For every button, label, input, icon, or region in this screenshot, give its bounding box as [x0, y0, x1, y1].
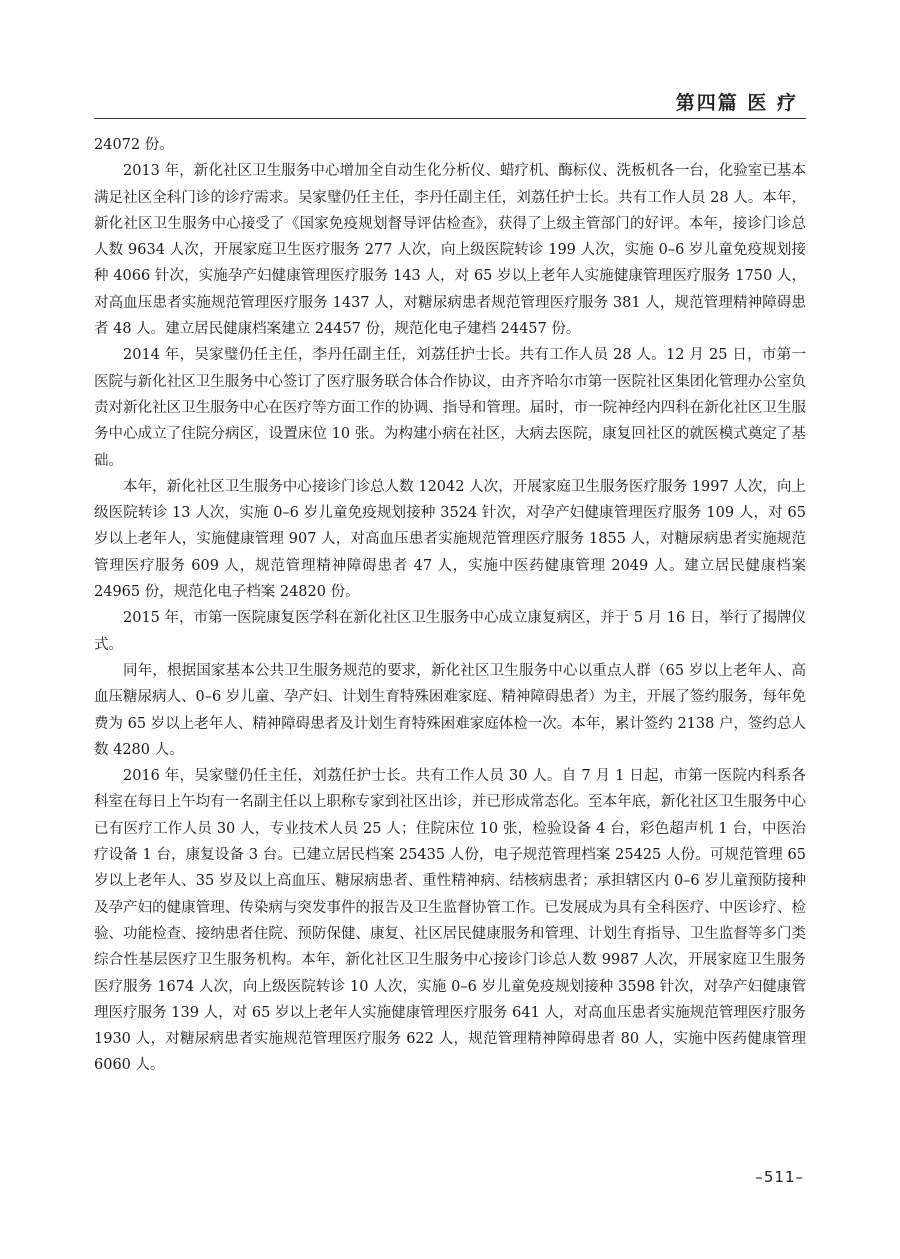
chapter-title: 第四篇 医 疗: [675, 92, 798, 114]
body-text: [94, 132, 806, 1079]
page-number: –511–: [755, 1168, 804, 1186]
paragraph: 2013 年，新化社区卫生服务中心增加全自动生化分析仪、蜡疗机、酶标仪、洗板机各一台，化验室已基本满足社区全科门诊的诊疗需求。吴家璧仍任主任，李丹任副主任，刘荔任护士长。共有工作人员 28 人。本年，新化社区卫生服务中心接受了《国家免疫规划督导评估检查》，获得了上级主管部门的好评。本年，接诊门诊总人数 9634 人次，开展家庭卫生医疗服务 277 人次，向上级医院转诊 199 人次，实施 0–6 岁儿童免疫规划接种 4066 针次，实施孕产妇健康管理医疗服务 143 人，对 65 岁以上老年人实施健康管理医疗服务 1750 人，对高血压患者实施规范管理医疗服务 1437 人，对糖尿病患者规范管理医疗服务 381 人，规范管理精神障碍患者 48 人。建立居民健康档案建立 24457 份，规范化电子建档 24457 份。: [94, 163, 806, 338]
paragraph: 24072 份。: [94, 137, 174, 153]
paragraph: 本年，新化社区卫生服务中心接诊门诊总人数 12042 人次，开展家庭卫生服务医疗服务 1997 人次，向上级医院转诊 13 人次，实施 0–6 岁儿童免疫规划接种 3524 针次，对孕产妇健康管理医疗服务 109 人，对 65 岁以上老年人，实施健康管理 907 人，对高血压患者实施规范管理医疗服务 1855 人，对糖尿病患者实施规范管理医疗服务 609 人，规范管理精神障碍患者 47 人，实施中医药健康管理 2049 人。建立居民健康档案 24965 份，规范化电子档案 24820 份。: [94, 478, 806, 601]
paragraph: 2015 年，市第一医院康复医学科在新化社区卫生服务中心成立康复病区，并于 5 月 16 日，举行了揭牌仪式。: [94, 610, 806, 653]
running-header: [94, 84, 806, 119]
paragraph: 同年，根据国家基本公共卫生服务规范的要求，新化社区卫生服务中心以重点人群（65 岁以上老年人、高血压糖尿病人、0–6 岁儿童、孕产妇、计划生育特殊困难家庭、精神障碍患者）为主，开展了签约服务，每年免费为 65 岁以上老年人、精神障碍患者及计划生育特殊困难家庭体检一次。本年，累计签约 2138 户，签约总人数 4280 人。: [94, 662, 806, 758]
paragraph: 2014 年，吴家璧仍任主任，李丹任副主任，刘荔任护士长。共有工作人员 28 人。12 月 25 日，市第一医院与新化社区卫生服务中心签订了医疗服务联合体合作协议，由齐齐哈尔市第一医院社区集团化管理办公室负责对新化社区卫生服务中心在医疗等方面工作的协调、指导和管理。届时，市一院神经内四科在新化社区卫生服务中心成立了住院分病区，设置床位 10 张。为构建小病在社区，大病去医院，康复回社区的就医模式奠定了基础。: [94, 347, 806, 469]
paragraph: 2016 年，吴家璧仍任主任，刘荔任护士长。共有工作人员 30 人。自 7 月 1 日起，市第一医院内科系各科室在每日上午均有一名副主任以上职称专家到社区出诊，并已形成常态化。至本年底，新化社区卫生服务中心已有医疗工作人员 30 人，专业技术人员 25 人；住院床位 10 张，检验设备 4 台，彩色超声机 1 台，中医治疗设备 1 台，康复设备 3 台。已建立居民档案 25435 人份，电子规范管理档案 25425 人份。可规范管理 65 岁以上老年人、35 岁及以上高血压、糖尿病患者、重性精神病、结核病患者；承担辖区内 0–6 岁儿童预防接种及孕产妇的健康管理、传染病与突发事件的报告及卫生监督协管工作。已发展成为具有全科医疗、中医诊疗、检验、功能检查、接纳患者住院、预防保健、康复、社区居民健康服务和管理、计划生育指导、卫生监督等多门类综合性基层医疗卫生服务机构。本年，新化社区卫生服务中心接诊门诊总人数 9987 人次，开展家庭卫生服务医疗服务 1674 人次，向上级医院转诊 10 人次，实施 0–6 岁儿童免疫规划接种 3598 针次，对孕产妇健康管理医疗服务 139 人，对 65 岁以上老年人实施健康管理医疗服务 641 人，对高血压患者实施规范管理医疗服务 1930 人，对糖尿病患者实施规范管理医疗服务 622 人，规范管理精神障碍患者 80 人，实施中医药健康管理 6060 人。: [94, 768, 806, 1074]
